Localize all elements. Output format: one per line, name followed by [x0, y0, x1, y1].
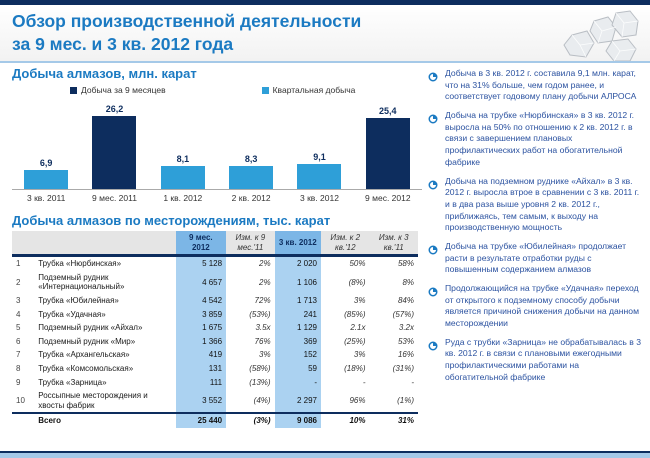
page-title-line1: Обзор производственной деятельности	[12, 11, 362, 31]
bar-group	[217, 154, 285, 189]
change-cell: 53%	[397, 336, 414, 346]
table-row	[12, 335, 418, 349]
rough-diamonds-image	[554, 7, 642, 65]
deposit-name: Всего	[38, 416, 62, 426]
change-cell: (53%)	[249, 309, 271, 319]
mines-table	[12, 231, 418, 428]
table-total-row	[12, 413, 418, 428]
row-number: 10	[16, 395, 25, 405]
alrosa-logo-icon	[428, 176, 439, 234]
change-cell: (3%)	[253, 416, 271, 426]
bar-value-label: 8,3	[244, 154, 258, 164]
row-number	[12, 413, 34, 428]
col-header: Изм. к 2 кв.'12	[321, 231, 369, 256]
row-number: 1	[16, 259, 21, 269]
legend-swatch-icon	[262, 87, 269, 94]
col-header: 3 кв. 2012	[275, 231, 321, 256]
change-cell: 3%	[353, 295, 366, 305]
table-row	[12, 308, 418, 322]
table-row	[12, 294, 418, 308]
bar-group	[12, 158, 80, 189]
page-title-line2: за 9 мес. и 3 кв. 2012 года	[12, 33, 234, 54]
alrosa-logo-icon	[428, 337, 439, 384]
deposit-name: Трубка «Юбилейная»	[38, 295, 119, 305]
commentary-column	[428, 68, 642, 391]
bullet-text: Руда с трубки «Зарница» не обрабатывалась в 3 кв. 2012 г. в связи с плановыми ежегодными профилактическими работами на обогатительной фабрике	[445, 336, 641, 382]
col-header-empty	[34, 231, 175, 256]
value-cell: 9 086	[275, 413, 321, 428]
bullet-item	[428, 241, 642, 276]
x-axis-tick-label: 9 мес. 2012	[365, 193, 411, 203]
change-cell: 50%	[349, 259, 366, 269]
value-cell: 111	[176, 376, 226, 390]
change-cell: (13%)	[249, 377, 271, 387]
x-axis-tick-label: 1 кв. 2012	[163, 193, 203, 203]
deposit-name: Подземный рудник «Айхал»	[38, 323, 143, 333]
bullet-item	[428, 337, 642, 384]
row-number: 2	[16, 277, 21, 287]
value-cell: 419	[176, 348, 226, 362]
value-cell: 25 440	[176, 413, 226, 428]
change-cell: (31%)	[392, 363, 414, 373]
bar-value-label: 6,9	[39, 158, 53, 168]
legend-label: Добыча за 9 месяцев	[81, 85, 166, 95]
bar	[229, 166, 273, 189]
bar	[366, 118, 410, 189]
value-cell: 1 129	[275, 321, 321, 335]
x-axis-tick-label: 3 кв. 2012	[299, 193, 339, 203]
legend-swatch-icon	[70, 87, 77, 94]
header-divider	[0, 61, 650, 63]
bar-value-label: 26,2	[105, 104, 124, 114]
bar	[92, 116, 136, 189]
change-cell: 72%	[254, 295, 271, 305]
change-cell: 3.2x	[398, 323, 414, 333]
value-cell: 241	[275, 308, 321, 322]
value-cell: 152	[275, 348, 321, 362]
bullet-item	[428, 68, 642, 103]
value-cell: 4 657	[176, 271, 226, 294]
bullet-text: Добыча на трубке «Юбилейная» продолжает расти в результате отработки руды с повышенным содержанием алмазов	[445, 240, 627, 275]
x-axis-tick-label: 9 мес. 2011	[92, 193, 137, 203]
value-cell: 1 713	[275, 294, 321, 308]
bar-value-label: 8,1	[176, 154, 190, 164]
table-row	[12, 348, 418, 362]
bar	[297, 164, 341, 189]
col-header: Изм. к 3 кв.'11	[369, 231, 418, 256]
value-cell: 4 542	[176, 294, 226, 308]
change-cell: 84%	[397, 295, 414, 305]
change-cell: -	[411, 377, 414, 387]
value-cell: -	[275, 376, 321, 390]
legend-label: Квартальная добыча	[272, 85, 356, 95]
change-cell: (58%)	[249, 363, 271, 373]
change-cell: 3.5x	[255, 323, 271, 333]
col-header: Изм. к 9 мес.'11	[226, 231, 274, 256]
deposit-name: Трубка «Удачная»	[38, 309, 106, 319]
change-cell: (25%)	[344, 336, 366, 346]
change-cell: 2%	[259, 277, 271, 287]
value-cell: 2 297	[275, 389, 321, 413]
col-header: 9 мес. 2012	[176, 231, 226, 256]
row-number: 4	[16, 309, 21, 319]
deposit-name: Подземный рудник «Интернациональный»	[38, 272, 125, 292]
left-column	[12, 66, 422, 428]
change-cell: 2.1x	[350, 323, 366, 333]
bar-group	[285, 152, 353, 189]
value-cell: 1 106	[275, 271, 321, 294]
row-number: 5	[16, 323, 21, 333]
change-cell: -	[362, 377, 366, 387]
bar	[161, 166, 205, 189]
bottom-accent-bar	[0, 451, 650, 458]
table-row	[12, 389, 418, 413]
slide-header	[0, 5, 650, 61]
deposit-name: Россыпные месторождения и хвосты фабрик	[38, 391, 148, 410]
change-cell: 58%	[397, 259, 414, 269]
deposit-name: Трубка «Нюрбинская»	[38, 259, 122, 269]
row-number: 3	[16, 295, 21, 305]
change-cell: 76%	[254, 336, 271, 346]
row-number: 6	[16, 336, 21, 346]
page-title	[12, 10, 361, 56]
row-number: 8	[16, 363, 21, 373]
alrosa-logo-icon	[428, 283, 439, 330]
change-cell: 31%	[397, 416, 414, 426]
x-axis-tick-label: 2 кв. 2012	[231, 193, 271, 203]
chart-x-axis	[12, 193, 422, 203]
row-number: 9	[16, 377, 21, 387]
alrosa-logo-icon	[428, 241, 439, 276]
table-row	[12, 376, 418, 390]
legend-item	[262, 85, 356, 95]
change-cell: (4%)	[253, 395, 271, 405]
deposit-name: Трубка «Зарница»	[38, 377, 107, 387]
alrosa-logo-icon	[428, 68, 439, 103]
table-row	[12, 256, 418, 271]
change-cell: (8%)	[348, 277, 366, 287]
x-axis-tick-label: 3 кв. 2011	[27, 193, 66, 203]
bar-group	[354, 106, 422, 189]
bar-value-label: 25,4	[379, 106, 397, 116]
chart-legend	[12, 85, 422, 95]
change-cell: 16%	[397, 350, 414, 360]
legend-item	[70, 85, 166, 95]
table-title: Добыча алмазов по месторождениям, тыс. карат	[12, 213, 331, 228]
bullet-item	[428, 283, 642, 330]
value-cell: 5 128	[176, 256, 226, 271]
change-cell: (57%)	[392, 309, 414, 319]
change-cell: 96%	[349, 395, 366, 405]
change-cell: 8%	[402, 277, 414, 287]
change-cell: (85%)	[344, 309, 366, 319]
bar-group	[80, 104, 148, 189]
bar-value-label: 9,1	[313, 152, 326, 162]
value-cell: 59	[275, 362, 321, 376]
value-cell: 2 020	[275, 256, 321, 271]
value-cell: 1 366	[176, 335, 226, 349]
table-header	[12, 231, 418, 256]
change-cell: (18%)	[344, 363, 366, 373]
change-cell: (1%)	[397, 395, 414, 405]
col-header-empty	[12, 231, 34, 256]
bullet-text: Продолжающийся на трубке «Удачная» переход от открытого к подземному способу добычи является причиной снижения добычи на данном месторождении	[445, 283, 639, 329]
bullet-text: Добыча в 3 кв. 2012 г. составила 9,1 млн. карат, что на 31% больше, чем годом ранее, и соответствует годовому плану добычи АЛРОСА	[445, 68, 637, 102]
value-cell: 3 552	[176, 389, 226, 413]
change-cell: 3%	[353, 350, 366, 360]
value-cell: 3 859	[176, 308, 226, 322]
chart-title: Добыча алмазов, млн. карат	[12, 66, 197, 81]
bullet-item	[428, 110, 642, 168]
bar-chart	[12, 97, 422, 190]
bullet-item	[428, 176, 642, 234]
bullet-text: Добыча на трубке «Нюрбинская» в 3 кв. 2012 г. выросла на 50% по отношению к 2 кв. 2012 г. в связи с завершением плановых профилактических работ на обогатительной фабрике	[445, 110, 635, 167]
value-cell: 131	[176, 362, 226, 376]
bullet-text: Добыча на подземном руднике «Айхал» в 3 кв. 2012 г. выросла втрое в сравнении с 3 кв. 2011 г. и в два раза выше уровня 2 кв. 2012 г., приближаясь, тем самым, к выходу на производственную мощность	[445, 175, 640, 233]
change-cell: 2%	[259, 259, 271, 269]
row-number: 7	[16, 350, 21, 360]
bar-group	[149, 154, 217, 189]
change-cell: 3%	[259, 350, 271, 360]
bar	[24, 170, 68, 189]
change-cell: 10%	[349, 416, 366, 426]
value-cell: 1 675	[176, 321, 226, 335]
table-row	[12, 362, 418, 376]
deposit-name: Трубка «Комсомольская»	[38, 363, 134, 373]
table-row	[12, 271, 418, 294]
table-row	[12, 321, 418, 335]
alrosa-logo-icon	[428, 110, 439, 168]
deposit-name: Подземный рудник «Мир»	[38, 336, 136, 346]
deposit-name: Трубка «Архангельская»	[38, 350, 130, 360]
value-cell: 369	[275, 335, 321, 349]
